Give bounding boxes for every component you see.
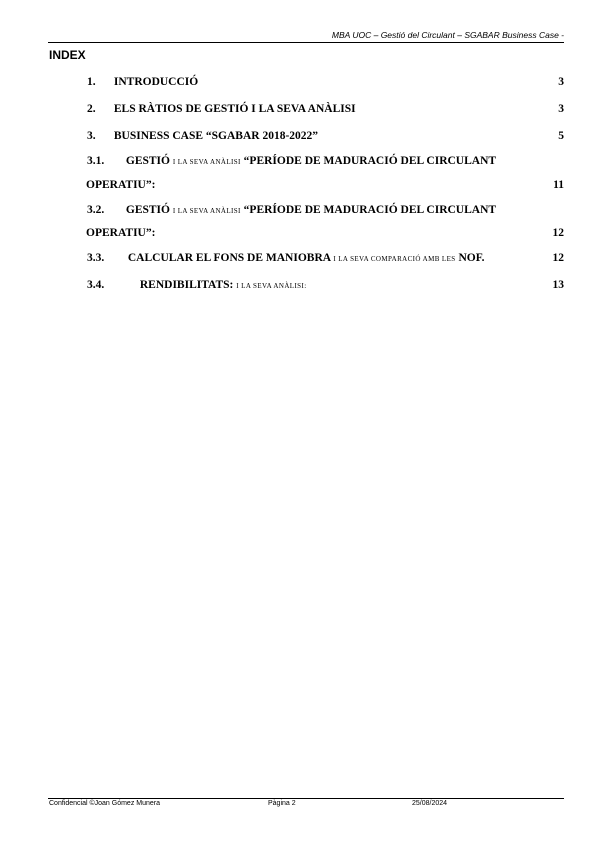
toc-entry-1[interactable] bbox=[87, 70, 564, 94]
toc-entry-3-3[interactable] bbox=[87, 246, 564, 271]
footer-page-number: Pàgina 2 bbox=[268, 800, 296, 807]
footer-copyright: Confidencial ©Joan Gómez Munera bbox=[49, 800, 160, 807]
footer-rule bbox=[48, 798, 564, 799]
toc-title-main: GESTIÓ bbox=[125, 204, 170, 216]
toc-entry-3-1-continuation[interactable] bbox=[87, 173, 564, 197]
toc-entry-3-1[interactable] bbox=[87, 149, 564, 174]
toc-number: 1. bbox=[87, 76, 96, 88]
toc-page-number: 12 bbox=[552, 227, 564, 239]
footer-date: 25/08/2024 bbox=[412, 800, 448, 807]
toc-page-number: 3 bbox=[558, 76, 564, 88]
index-title: INDEX bbox=[49, 48, 86, 62]
toc-title: BUSINESS CASE “SGABAR 2018-2022” bbox=[113, 130, 319, 142]
toc-title-smallcaps: I LA SEVA ANÀLISI bbox=[172, 158, 241, 166]
toc-number: 2. bbox=[87, 103, 96, 115]
toc-entry-2[interactable] bbox=[87, 97, 564, 121]
toc-title-smallcaps: I LA SEVA ANÀLISI bbox=[172, 207, 241, 215]
toc-number: 3.1. bbox=[87, 155, 105, 167]
toc-entry-3-2[interactable] bbox=[87, 198, 564, 223]
toc-title-continuation: OPERATIU”: bbox=[86, 227, 156, 239]
toc-title-rest: “PERÍODE DE MADURACIÓ DEL CIRCULANT bbox=[243, 155, 497, 167]
toc-title-smallcaps: I LA SEVA COMPARACIÓ AMB LES bbox=[333, 255, 456, 263]
toc-title-smallcaps: I LA SEVA ANÀLISI: bbox=[236, 282, 307, 290]
toc-title-continuation: OPERATIU”: bbox=[86, 179, 156, 191]
toc-title-rest: NOF. bbox=[458, 252, 485, 264]
toc-title-main: GESTIÓ bbox=[125, 155, 170, 167]
toc-title-main: RENDIBILITATS: bbox=[139, 279, 234, 291]
toc-title-rest: “PERÍODE DE MADURACIÓ DEL CIRCULANT bbox=[243, 204, 497, 216]
toc-entry-3-2-continuation[interactable] bbox=[87, 221, 564, 245]
toc-page-number: 11 bbox=[553, 179, 564, 191]
toc-title: INTRODUCCIÓ bbox=[113, 76, 199, 88]
toc-title: ELS RÀTIOS DE GESTIÓ I LA SEVA ANÀLISI bbox=[113, 103, 356, 115]
toc-page-number: 5 bbox=[558, 130, 564, 142]
toc-entry-3[interactable] bbox=[87, 124, 564, 148]
toc-number: 3.3. bbox=[87, 252, 105, 264]
toc-number: 3. bbox=[87, 130, 96, 142]
header-rule bbox=[48, 42, 564, 43]
toc-page-number: 3 bbox=[558, 103, 564, 115]
toc-page-number: 12 bbox=[552, 252, 564, 264]
toc-title-main: CALCULAR EL FONS DE MANIOBRA bbox=[127, 252, 331, 264]
toc-entry-3-4[interactable] bbox=[87, 273, 564, 298]
toc-number: 3.2. bbox=[87, 204, 105, 216]
toc-page-number: 13 bbox=[552, 279, 564, 291]
running-header: MBA UOC – Gestió del Circulant – SGABAR Business Case - bbox=[331, 30, 564, 40]
toc-number: 3.4. bbox=[87, 279, 105, 291]
